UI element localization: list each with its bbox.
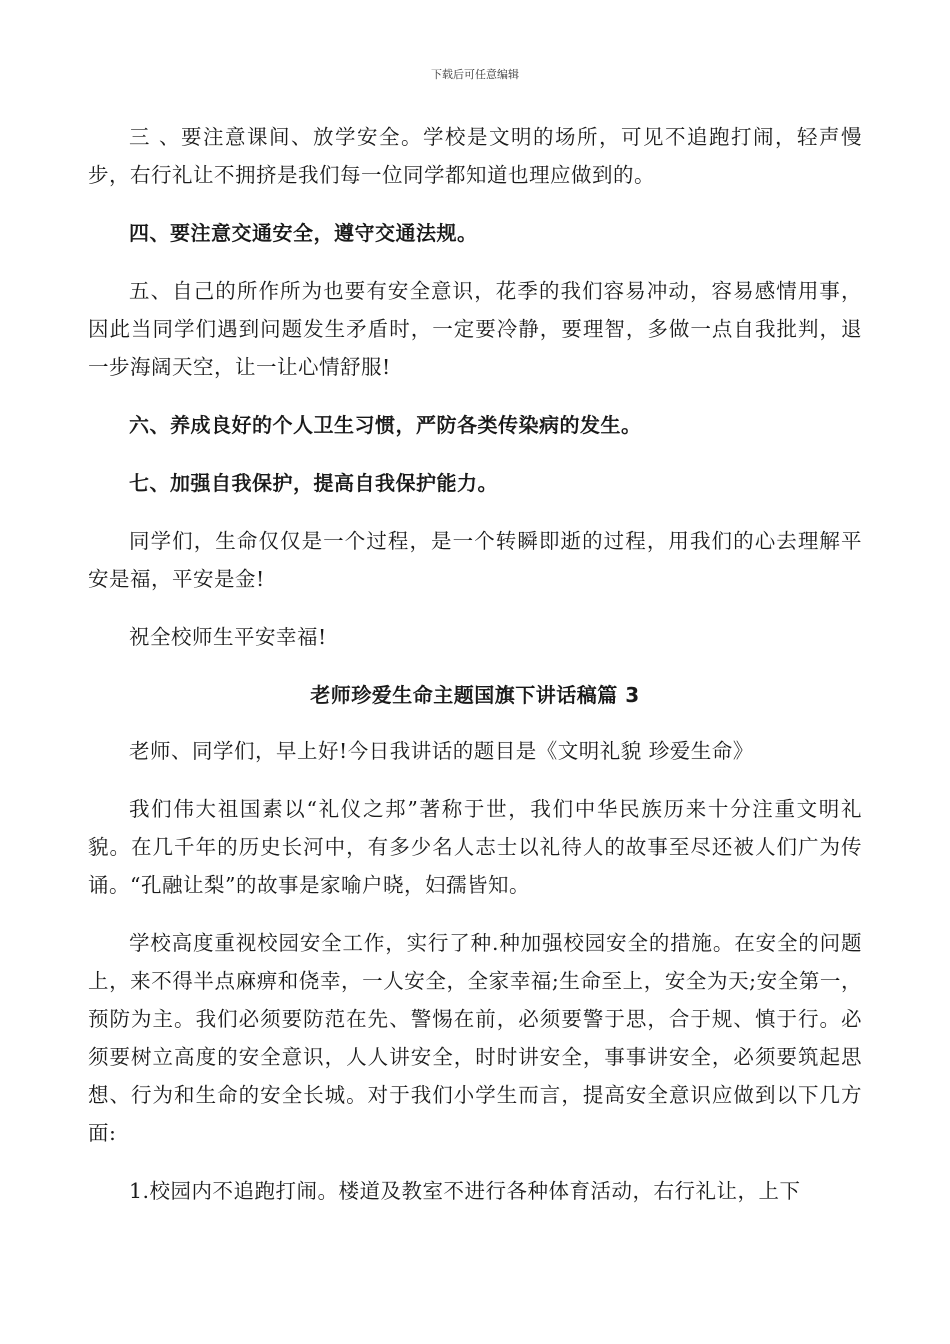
paragraph-wish: 祝全校师生平安幸福! xyxy=(129,625,327,649)
paragraph-safety-6: 六、养成良好的个人卫生习惯，严防各类传染病的发生。 xyxy=(129,413,642,437)
paragraph-item-1: 1.校园内不追跑打闹。楼道及教室不进行各种体育活动，右行礼让，上下 xyxy=(129,1179,801,1203)
document-body xyxy=(88,118,862,1230)
paragraph-safety-3: 三 、要注意课间、放学安全。学校是文明的场所，可见不追跑打闹，轻声慢步，右行礼让不拥挤是我们每一位同学都知道也理应做到的。 xyxy=(88,125,862,187)
paragraph-safety-5: 五、自己的所作所为也要有安全意识，花季的我们容易冲动，容易感情用事，因此当同学们遇到问题发生矛盾时，一定要冷静，要理智，多做一点自我批判，退一步海阔天空，让一让心情舒服! xyxy=(88,279,862,379)
paragraph-safety-4: 四、要注意交通安全，遵守交通法规。 xyxy=(129,221,478,245)
paragraph-greeting: 老师、同学们，早上好!今日我讲话的题目是《文明礼貌 珍爱生命》 xyxy=(129,739,754,763)
header-note: 下载后可任意编辑 xyxy=(431,68,519,81)
paragraph-etiquette: 我们伟大祖国素以“礼仪之邦”著称于世，我们中华民族历来十分注重文明礼貌。在几千年的历史长河中，有多少名人志士以礼待人的故事至尽还被人们广为传诵。“孔融让梨”的故事是家喻户晓，妇孺皆知。 xyxy=(88,797,862,897)
paragraph-closing: 同学们，生命仅仅是一个过程，是一个转瞬即逝的过程，用我们的心去理解平安是福，平安是金! xyxy=(88,529,862,591)
paragraph-safety-7: 七、加强自我保护，提高自我保护能力。 xyxy=(129,471,498,495)
paragraph-school-safety: 学校高度重视校园安全工作，实行了种.种加强校园安全的措施。在安全的问题上，来不得半点麻痹和侥幸，一人安全，全家幸福;生命至上，安全为天;安全第一，预防为主。我们必须要防范在先、警惕在前，必须要警于思，合于规、慎于行。必须要树立高度的安全意识，人人讲安全，时时讲安全，事事讲安全，必须要筑起思想、行为和生命的安全长城。对于我们小学生而言，提高安全意识应做到以下几方面: xyxy=(88,931,862,1145)
section-title: 老师珍爱生命主题国旗下讲话稿篇 3 xyxy=(310,683,640,707)
